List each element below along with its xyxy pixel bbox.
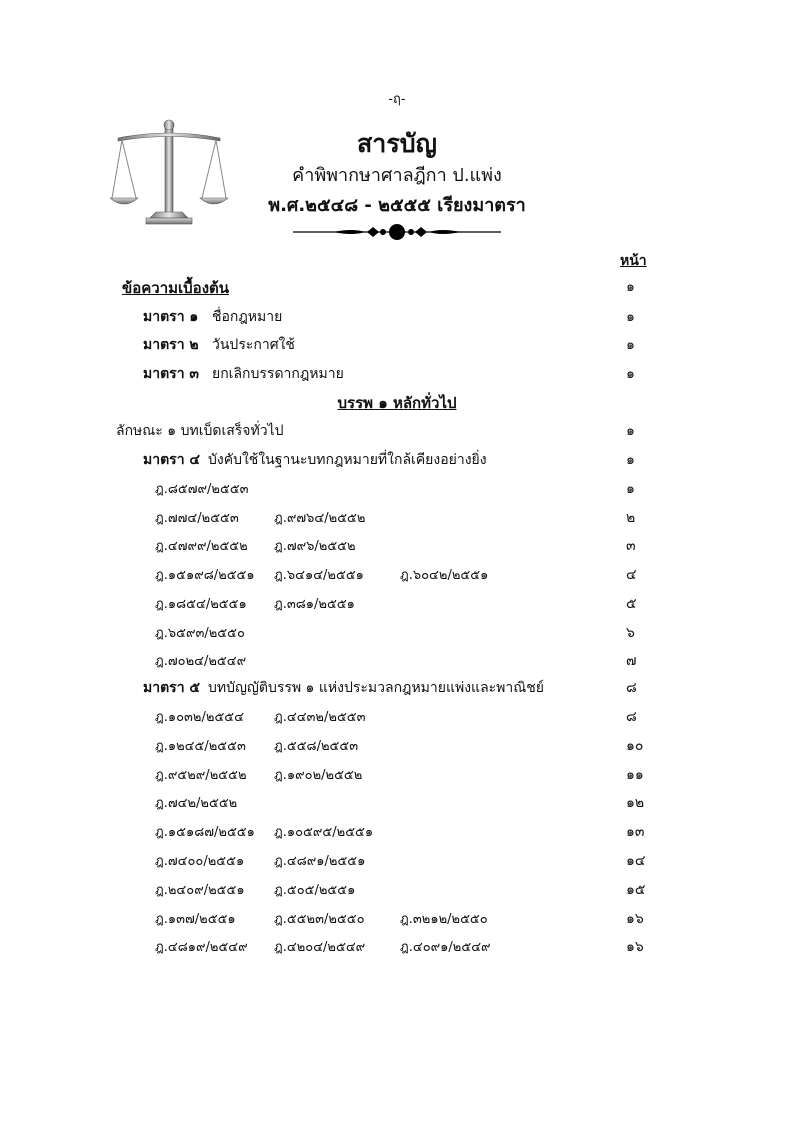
case-row[interactable]	[0, 879, 794, 901]
case-ref-1: ฎ.๑๓๗/๒๕๕๑	[155, 911, 236, 927]
case-ref-1: ฎ.๑๐๓๒/๒๕๕๔	[155, 710, 244, 725]
page-ref: ๑๖	[626, 910, 644, 927]
case-ref-1: ฎ.๖๕๙๓/๒๕๕๐	[155, 625, 245, 641]
section-label: มาตรา ๓	[143, 366, 200, 382]
case-ref-3: ฎ.๓๒๑๒/๒๕๕๐	[400, 911, 488, 927]
case-row[interactable]	[0, 735, 794, 757]
case-ref-2: ฎ.๔๒๐๔/๒๕๔๙	[274, 940, 366, 956]
case-ref-1: ฎ.๑๒๔๕/๒๕๕๓	[155, 738, 246, 754]
case-ref-2: ฎ.๖๔๑๔/๒๕๕๑	[274, 568, 364, 584]
page-ref: ๑๒	[626, 795, 645, 812]
case-ref-1: ฎ.๔๘๑๙/๒๕๔๙	[155, 940, 248, 956]
page-ref: ๑	[626, 366, 635, 382]
page-ref: ๕	[626, 595, 637, 612]
case-row[interactable]	[0, 622, 794, 644]
case-ref-2: ฎ.๑๐๕๙๕/๒๕๕๑	[274, 825, 374, 841]
case-ref-3: ฎ.๖๐๔๒/๒๕๕๑	[400, 568, 489, 584]
page-ref: ๑	[626, 481, 635, 497]
case-row[interactable]	[0, 535, 794, 557]
section-title: ยกเลิกบรรดากฎหมาย	[212, 366, 344, 382]
document-range: พ.ศ.๒๕๔๘ - ๒๕๕๕ เรียงมาตรา	[268, 195, 526, 216]
case-ref-1: ฎ.๑๕๑๘๗/๒๕๕๑	[155, 825, 255, 841]
page-ref: ๒	[626, 509, 636, 526]
page-ref: ๑๔	[626, 853, 646, 869]
toc-row-section-1[interactable]	[0, 306, 794, 328]
page-ref: ๑	[626, 309, 635, 325]
case-ref-1: ฎ.๗๗๔/๒๕๕๓	[155, 510, 239, 526]
page-ref: ๑๑	[626, 766, 644, 783]
toc-row-section-4[interactable]	[0, 449, 794, 471]
page-ref: ๓	[626, 538, 636, 555]
case-ref-3: ฎ.๔๐๙๑/๒๕๔๙	[400, 940, 491, 956]
section-title: ชื่อกฎหมาย	[212, 309, 283, 325]
page-ref: ๑๕	[626, 881, 646, 898]
toc-row-intro[interactable]	[0, 276, 794, 298]
page-ref: ๑๐	[626, 737, 644, 754]
section-title: บังคับใช้ในฐานะบทกฎหมายที่ใกล้เคียงอย่างยิ่ง	[208, 452, 487, 468]
toc-row-section-2[interactable]	[0, 334, 794, 356]
case-ref-1: ฎ.๑๘๕๔/๒๕๕๑	[155, 596, 247, 612]
ornament-divider-icon	[293, 222, 501, 242]
case-row[interactable]	[0, 478, 794, 500]
case-ref-2: ฎ.๔๘๙๑/๒๕๕๑	[274, 854, 366, 869]
page-ref: ๑	[626, 279, 635, 295]
case-row[interactable]	[0, 593, 794, 615]
page-ref: ๑๓	[626, 824, 645, 841]
case-row[interactable]	[0, 821, 794, 843]
page-ref: ๑	[626, 423, 635, 439]
book-heading: บรรพ ๑ หลักทั่วไป	[337, 394, 457, 412]
toc-row-section-5[interactable]	[0, 677, 794, 699]
page-ref: ๑๖	[626, 939, 644, 956]
case-ref-1: ฎ.๗๔๐๐/๒๕๕๑	[155, 854, 245, 869]
page-ref: ๗	[626, 653, 637, 670]
intro-heading: ข้อความเบื้องต้น	[122, 279, 230, 297]
section-title: วันประกาศใช้	[212, 337, 295, 353]
section-label: มาตรา ๔	[143, 452, 201, 468]
chapter-title: ลักษณะ ๑ บทเบ็ดเสร็จทั่วไป	[116, 423, 284, 439]
case-ref-2: ฎ.๕๕๒๓/๒๕๕๐	[274, 911, 365, 927]
case-ref-1: ฎ.๙๕๒๙/๒๕๕๒	[155, 767, 247, 783]
section-label: มาตรา ๕	[143, 680, 201, 696]
page-ref: ๑	[626, 337, 635, 353]
case-ref-2: ฎ.๕๕๘/๒๕๕๓	[274, 738, 359, 754]
document-title: สารบัญ	[357, 129, 437, 158]
case-row[interactable]	[0, 564, 794, 586]
case-ref-1: ฎ.๗๔๒/๒๕๕๒	[155, 796, 238, 812]
case-ref-1: ฎ.๗๐๒๔/๒๕๔๙	[155, 654, 247, 670]
page-ref: ๘	[626, 709, 637, 725]
section-label: มาตรา ๑	[143, 309, 199, 325]
page-number: -ฤ-	[388, 92, 406, 107]
case-row[interactable]	[0, 908, 794, 930]
case-ref-1: ฎ.๒๔๐๙/๒๕๕๑	[155, 882, 245, 898]
case-row[interactable]	[0, 764, 794, 786]
page-ref: ๑	[626, 452, 635, 468]
page-ref: ๖	[626, 624, 635, 641]
page-ref: ๔	[626, 567, 637, 584]
case-row[interactable]	[0, 706, 794, 728]
case-ref-2: ฎ.๗๙๖/๒๕๕๒	[274, 539, 356, 555]
toc-row-section-3[interactable]	[0, 363, 794, 385]
case-ref-1: ฎ.๘๕๗๙/๒๕๕๓	[155, 482, 249, 497]
case-ref-2: ฎ.๕๐๕/๒๕๕๑	[274, 882, 356, 898]
case-row[interactable]	[0, 792, 794, 814]
document-subtitle: คำพิพากษาศาลฎีกา ป.แพ่ง	[292, 165, 502, 186]
case-row[interactable]	[0, 936, 794, 958]
section-title: บทบัญญัติบรรพ ๑ แห่งประมวลกฎหมายแพ่งและพาณิชย์	[208, 680, 544, 696]
case-ref-2: ฎ.๙๗๖๔/๒๕๕๒	[274, 510, 366, 526]
case-ref-2: ฎ.๔๔๓๒/๒๕๕๓	[274, 710, 366, 725]
case-row[interactable]	[0, 507, 794, 529]
case-ref-2: ฎ.๓๘๑/๒๕๕๑	[274, 596, 355, 612]
page-column-header: หน้า	[620, 253, 647, 269]
page-ref: ๘	[626, 680, 637, 696]
case-ref-1: ฎ.๔๗๙๙/๒๕๕๒	[155, 539, 248, 555]
case-row[interactable]	[0, 650, 794, 672]
case-ref-2: ฎ.๑๙๐๒/๒๕๕๒	[274, 767, 363, 783]
case-row[interactable]	[0, 850, 794, 872]
section-label: มาตรา ๒	[143, 337, 199, 353]
toc-row-chapter[interactable]	[0, 420, 794, 442]
case-ref-1: ฎ.๑๕๑๙๘/๒๕๕๑	[155, 568, 255, 584]
